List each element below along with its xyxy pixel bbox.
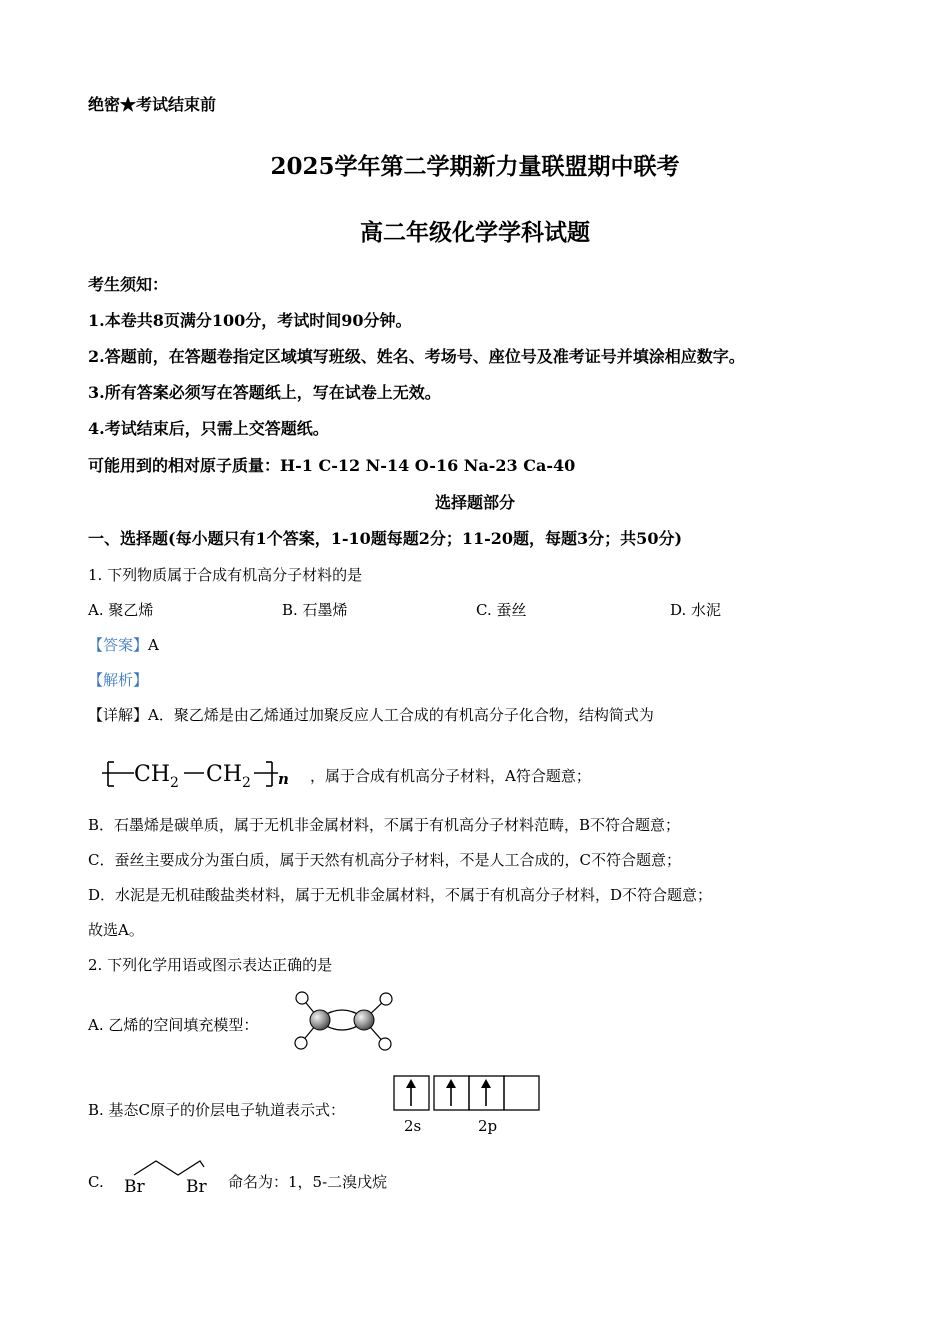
ethylene-model-image (288, 988, 400, 1054)
q1-conclusion: 故选A。 (88, 921, 144, 939)
exam-title: 2025学年第二学期新力量联盟期中联考 (270, 153, 680, 180)
part-title: 选择题部分 (434, 493, 515, 512)
q1-detail-c: C．蚕丝主要成分为蛋白质，属于天然有机高分子材料，不是人工合成的，C不符合题意； (88, 851, 681, 869)
q2-option-b: B. 基态C原子的价层电子轨道表示式： (88, 1101, 346, 1119)
q1-detail-d: D．水泥是无机硅酸盐类材料，属于无机非金属材料，不属于有机高分子材料，D不符合题意； (88, 886, 713, 904)
notice-heading: 考生须知： (88, 275, 169, 294)
orbital-label-2p: 2p (478, 1117, 498, 1135)
bromine-right: Br (186, 1177, 207, 1197)
notice-item-2: 2.答题前，在答题卷指定区域填写班级、姓名、考场号、座位号及准考证号并填涂相应数字。 (88, 347, 745, 366)
answer-tag: 【答案】 (88, 636, 149, 654)
q2-option-c-label: C. (88, 1173, 104, 1191)
q1-stem: 1. 下列物质属于合成有机高分子材料的是 (88, 566, 363, 584)
q1-option-b: B. 石墨烯 (282, 601, 348, 619)
subscript-right: 2 (242, 775, 251, 791)
exam-subtitle: 高二年级化学学科试题 (360, 219, 590, 246)
ch2-group-right: CH (206, 762, 243, 787)
bromine-left: Br (124, 1177, 145, 1197)
q1-detail-a-tail: ，属于合成有机高分子材料，A符合题意； (310, 767, 591, 785)
orbital-diagram-image (392, 1074, 544, 1136)
answer-value: A (148, 636, 159, 654)
q1-answer (88, 635, 159, 655)
analysis-tag: 【解析】 (88, 671, 149, 689)
q1-detail-a: 【详解】A．聚乙烯是由乙烯通过加聚反应人工合成的有机高分子化合物，结构简式为 (88, 706, 654, 724)
notice-item-4: 4.考试结束后，只需上交答题纸。 (88, 419, 329, 438)
q1-detail-b: B．石墨烯是碳单质，属于无机非金属材料，不属于有机高分子材料范畴，B不符合题意； (88, 816, 681, 834)
subscript-left: 2 (170, 775, 179, 791)
q2-option-c-text: 命名为：1，5-二溴戊烷 (228, 1173, 388, 1191)
orbital-label-2s: 2s (404, 1117, 422, 1135)
q1-option-c: C. 蚕丝 (476, 601, 527, 619)
q1-option-a: A. 聚乙烯 (88, 601, 154, 619)
section-heading: 一、选择题(每小题只有1个答案，1-10题每题2分；11-20题，每题3分；共50分) (88, 529, 683, 548)
dibromopentane-structure (120, 1155, 220, 1197)
repeat-n: n (278, 770, 289, 788)
q2-option-a: A. 乙烯的空间填充模型： (88, 1016, 259, 1034)
atomic-mass-line: 可能用到的相对原子质量：H-1 C-12 N-14 O-16 Na-23 Ca-40 (88, 456, 576, 475)
q1-option-d: D. 水泥 (670, 601, 722, 619)
ch2-group-left: CH (134, 762, 171, 787)
notice-item-1: 1.本卷共8页满分100分，考试时间90分钟。 (88, 311, 412, 330)
detail-tag: 【详解】 (88, 706, 149, 724)
notice-item-3: 3.所有答案必须写在答题纸上，写在试卷上无效。 (88, 383, 441, 402)
q2-stem: 2. 下列化学用语或图示表达正确的是 (88, 956, 333, 974)
confidential-label: 绝密★考试结束前 (88, 95, 217, 114)
polyethylene-formula (100, 752, 300, 796)
